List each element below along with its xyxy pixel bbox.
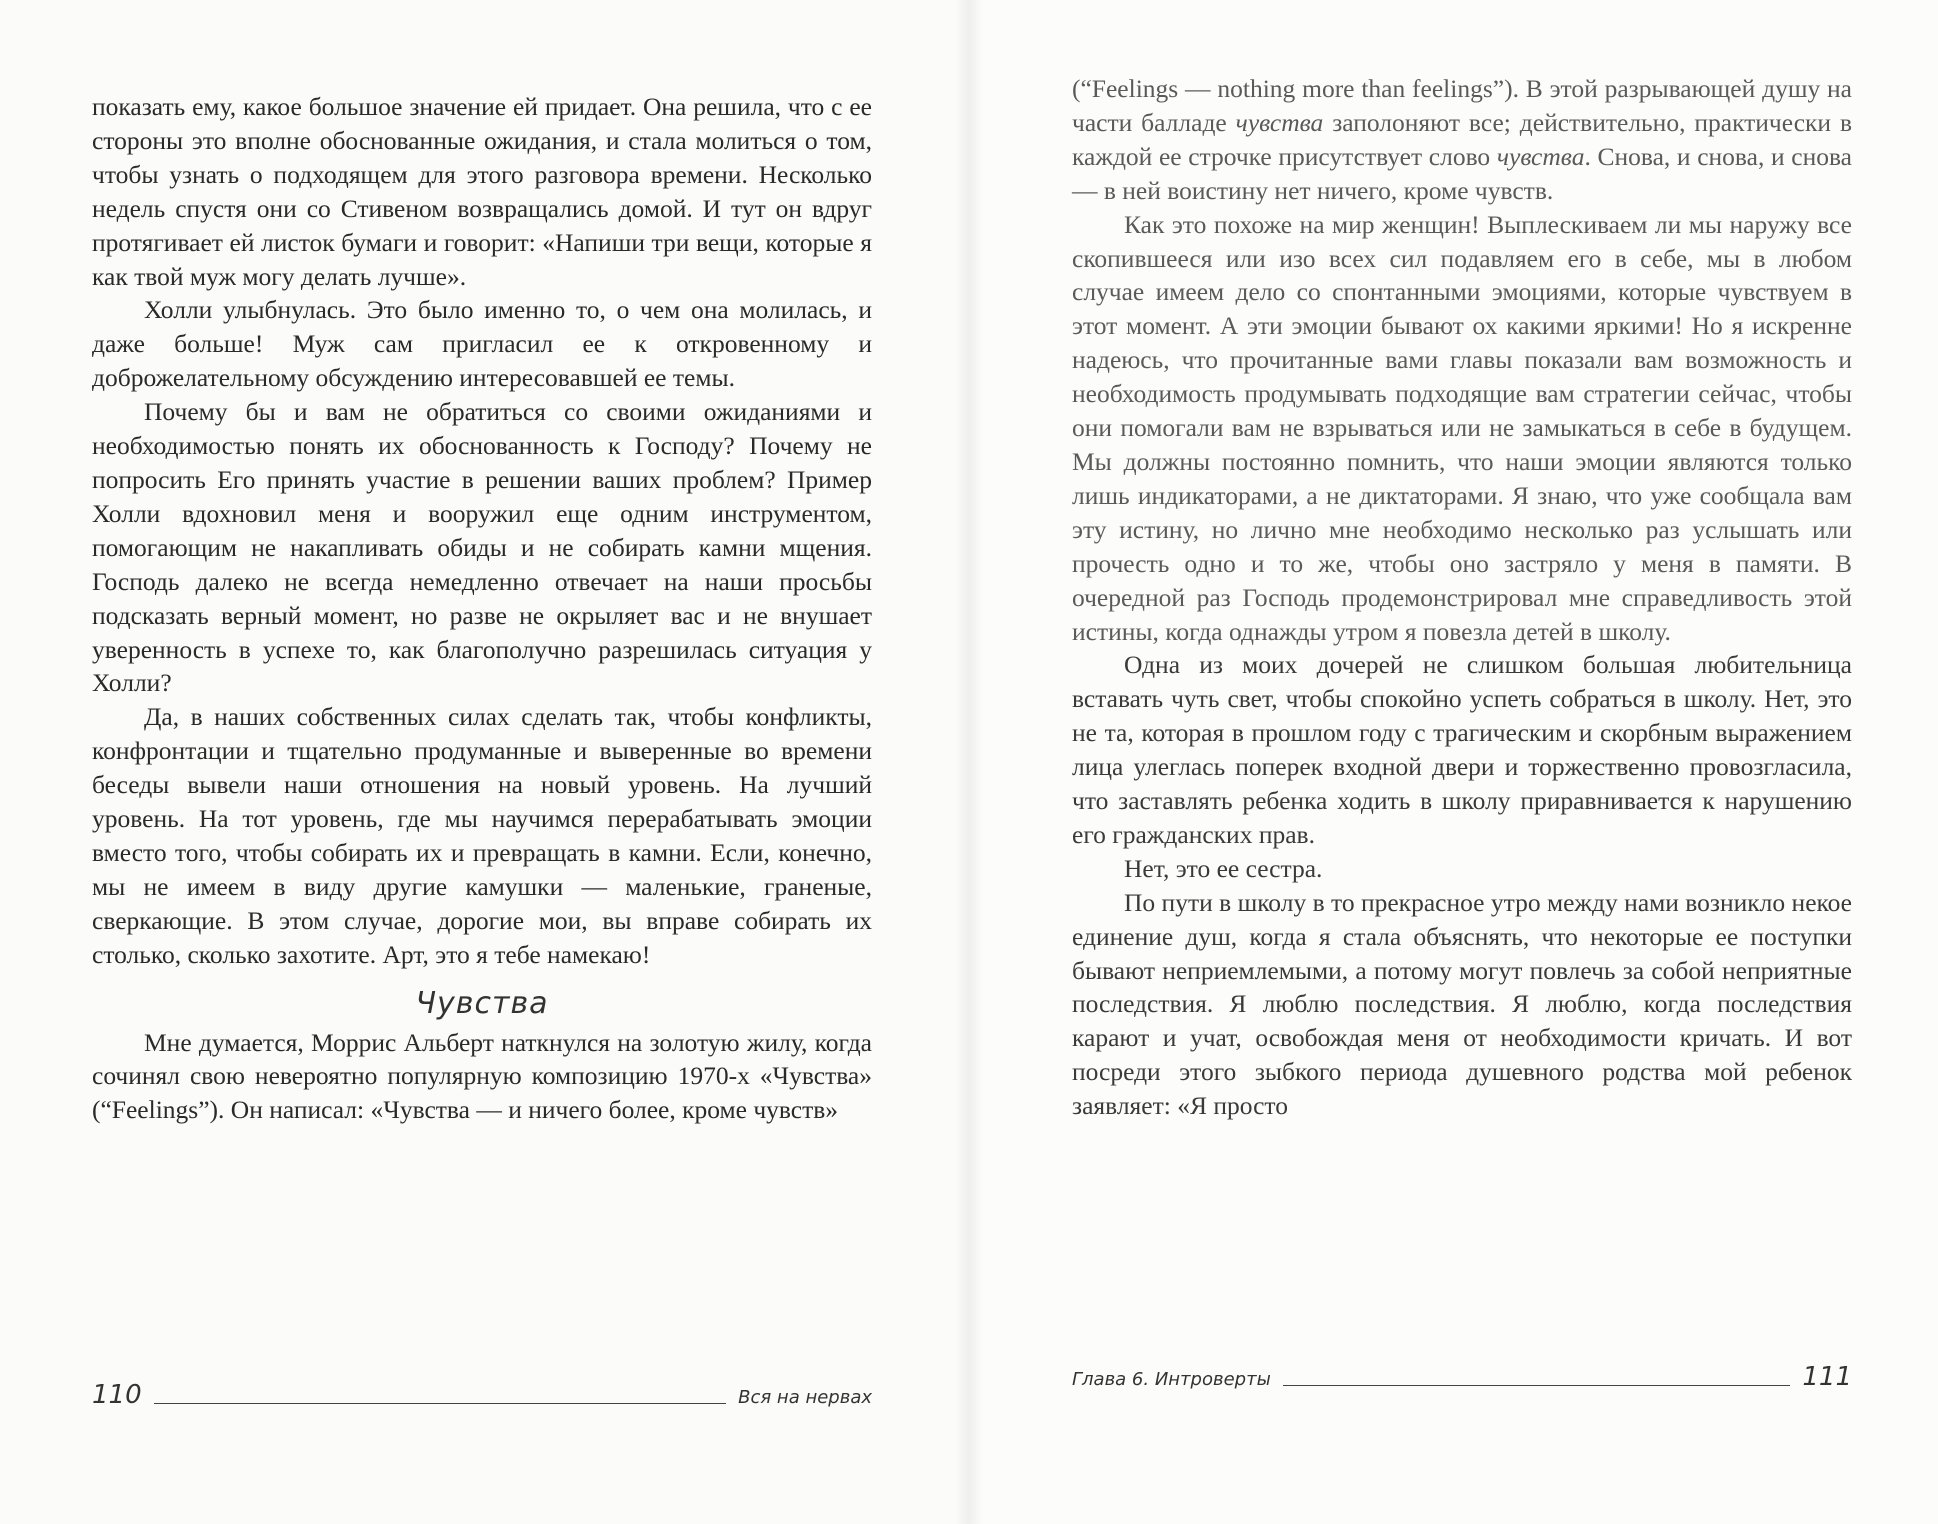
paragraph: Мне думается, Моррис Альберт наткнулся на золотую жилу, когда сочинял свою невероятно популярную композицию 1970-х «Чувства» (“Feelings”). Он написал: «Чувства — и ничего более, кроме чувств» <box>92 1027 872 1125</box>
running-head: Вся на нервах <box>738 1387 872 1408</box>
left-page-footer <box>92 1376 872 1410</box>
paragraph: Одна из моих дочерей не слишком большая любительница вставать чуть свет, чтобы спокойно успеть собраться в школу. Нет, это не та, которая в прошлом году с трагическим и скорбным выражением лица улеглась поперек входной двери и торжественно провозгласила, что заставлять ребенка ходить в школу приравнивается к нарушению его гражданских прав. <box>1072 650 1852 849</box>
paragraph: Холли улыбнулась. Это было именно то, о чем она молилась, и даже больше! Муж сам пригласил ее к откровенному и доброжелательному обсуждению интересовавшей ее темы. <box>92 295 872 393</box>
paragraph: Да, в наших собственных силах сделать так, чтобы конфликты, конфронтации и тщательно продуманные и выверенные во времени беседы вывели наши отношения на новый уровень. На лучший уровень. На тот уровень, где мы научимся перерабатывать эмоции вместо того, чтобы собирать их и превращать в камни. Если, конечно, мы не имеем в виду другие камушки — маленькие, граненые, сверкающие. В этом случае, дорогие мои, вы вправе собирать их столько, сколько захотите. Арт, это я тебе намекаю! <box>92 702 872 969</box>
paragraph: Как это похоже на мир женщин! Выплескиваем ли мы наружу все скопившееся или изо всех сил подавляем его в себе, мы в любом случае имеем дело со спонтанными эмоциями, которые чувствуем в этот момент. А эти эмоции бывают ох какими яркими! Но я искренне надеюсь, что прочитанные вами главы показали вам возможность и необходимость продумывать подходящие вам стратегии сейчас, чтобы они помогали вам не взрываться или не замыкаться в себе в будущем. Мы должны постоянно помнить, что наши эмоции являются только лишь индикаторами, а не диктаторами. Я знаю, что уже сообщала вам эту истину, но лично мне необходимо несколько раз услышать или прочесть одно и то же, чтобы оно застряло у меня в памяти. В очередной раз Господь продемонстрировал мне справедливость этой истины, когда однажды утром я повезла детей в школу. <box>1072 209 1852 646</box>
book-gutter <box>955 0 983 1524</box>
paragraph: Нет, это ее сестра. <box>1124 853 1323 883</box>
page-number: 111 <box>1802 1362 1852 1392</box>
text-run: заполоняют все; действительно, практически в каждой ее строчке присутствует слово <box>1072 107 1853 171</box>
right-page <box>969 0 1938 1524</box>
text-run: (“Feelings — nothing more than feelings”). В этой разрывающей душу на части балладе <box>1072 74 1852 137</box>
paragraph: По пути в школу в то прекрасное утро между нами возникло некое единение душ, когда я стала объяснять, что некоторые ее поступки бывают неприемлемыми, а потому могут повлечь за собой неприятные последствия. Я люблю последствия. Я люблю, когда последствия карают и учат, освобождая меня от необходимости кричать. И вот посреди этого зыбкого периода душевного родства мой ребенок заявляет: «Я просто <box>1072 887 1852 1121</box>
section-heading: Чувства <box>415 985 549 1021</box>
emphasis: чувства <box>1496 141 1585 171</box>
footer-rule <box>154 1403 726 1404</box>
paragraph: Почему бы и вам не обратиться со своими ожиданиями и необходимостью понять их обоснованность к Господу? Почему не попросить Его принять участие в решении ваших проблем? Пример Холли вдохновил меня и вооружил еще одним инструментом, помогающим не накапливать обиды и не собирать камни мщения. Господь далеко не всегда немедленно отвечает на наши просьбы подсказать верный момент, но разве не окрыляет вас и не внушает уверенность в успехе то, как благополучно разрешилась ситуация у Холли? <box>92 397 872 698</box>
running-head: Глава 6. Интроверты <box>1072 1369 1271 1390</box>
left-page-body <box>92 90 872 1127</box>
paragraph <box>1072 72 1852 208</box>
text-run: . Снова, и снова, и снова — в ней воистину нет ничего, кроме чувств. <box>1072 141 1852 205</box>
footer-rule <box>1283 1385 1791 1386</box>
right-page-body <box>1072 72 1852 1123</box>
paragraph: показать ему, какое большое значение ей придает. Она решила, что с ее стороны это вполне обоснованные ожидания, и стала молиться о том, чтобы узнать о подходящем для этого разговора времени. Несколько недель спустя они со Стивеном возвращались домой. И тут он вдруг протягивает ей листок бумаги и говорит: «Напиши три вещи, которые я как твой муж могу делать лучше». <box>92 92 872 291</box>
page-number: 110 <box>92 1380 142 1410</box>
emphasis: чувства <box>1235 107 1324 137</box>
right-page-footer <box>1072 1358 1852 1392</box>
